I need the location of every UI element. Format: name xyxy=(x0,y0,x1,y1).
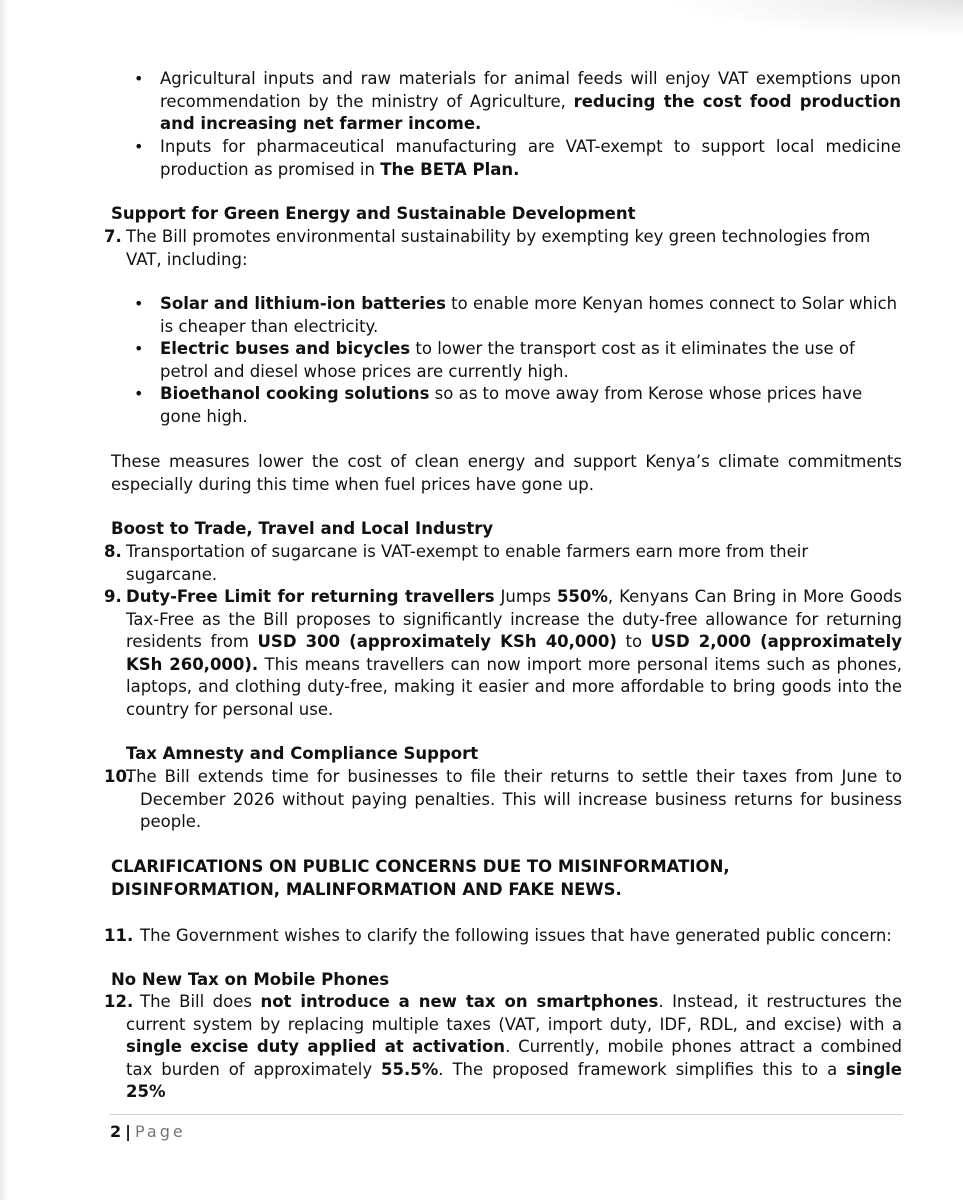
section-heading-green-energy: Support for Green Energy and Sustainable Development xyxy=(111,204,636,223)
page-label: Page xyxy=(134,1122,186,1141)
footer-divider xyxy=(110,1114,903,1115)
bullet-electric-buses: Electric buses and bicycles to lower the transport cost as it eliminates the use of petrol and diesel whose prices are currently high. xyxy=(160,339,855,381)
page-number: 2 xyxy=(110,1122,122,1141)
item-number-12: 12. xyxy=(104,992,134,1011)
footer-separator: | xyxy=(125,1122,131,1141)
item-11-text: The Government wishes to clarify the following issues that have generated public concern: xyxy=(140,926,892,945)
item-8-text: Transportation of sugarcane is VAT-exempt to enable farmers earn more from their sugarcane. xyxy=(126,542,809,584)
page-footer xyxy=(110,1122,186,1142)
green-summary-paragraph: These measures lower the cost of clean energy and support Kenya’s climate commitments especially during this time when fuel prices have gone up. xyxy=(111,452,902,494)
item-number-10: 10. xyxy=(104,767,134,786)
item-number-7: 7. xyxy=(104,227,122,246)
section-heading-trade: Boost to Trade, Travel and Local Industry xyxy=(111,519,494,538)
bullet-marker: • xyxy=(134,339,144,358)
bullet-marker: • xyxy=(134,384,144,403)
bullet-marker: • xyxy=(134,69,144,88)
bullet-marker: • xyxy=(134,137,144,156)
bullet-agricultural-inputs: Agricultural inputs and raw materials for animal feeds will enjoy VAT exemptions upon recommendation by the ministry of Agriculture, reducing the cost food production and increasing net farmer income. xyxy=(160,69,901,133)
item-12-text: The Bill does not introduce a new tax on smartphones. Instead, it restructures the current system by replacing multiple taxes (VAT, import duty, IDF, RDL, and excise) with a single excise duty applied at activation. Currently, mobile phones attract a combined tax burden of approximately 55.5%. The proposed framework simplifies this to a single 25% xyxy=(126,992,902,1101)
bullet-solar-batteries: Solar and lithium-ion batteries to enable more Kenyan homes connect to Solar which is cheaper than electricity. xyxy=(160,294,898,336)
bullet-bioethanol: Bioethanol cooking solutions so as to move away from Kerose whose prices have gone high. xyxy=(160,384,863,426)
section-heading-mobile-phones: No New Tax on Mobile Phones xyxy=(111,970,390,989)
item-number-11: 11. xyxy=(104,926,134,945)
item-7-text: The Bill promotes environmental sustainability by exempting key green technologies from VAT, including: xyxy=(126,227,871,269)
section-heading-tax-amnesty: Tax Amnesty and Compliance Support xyxy=(126,744,479,763)
section-heading-clarifications-line2: DISINFORMATION, MALINFORMATION AND FAKE NEWS. xyxy=(111,880,622,899)
item-9-text: Duty-Free Limit for returning travellers Jumps 550%, Kenyans Can Bring in More Goods Tax-Free as the Bill proposes to significantly increase the duty-free allowance for returning residents from USD 300 (approximately KSh 40,000) to USD 2,000 (approximately KSh 260,000). This means travellers can now import more personal items such as phones, laptops, and clothing duty-free, making it easier and more affordable to bring goods into the country for personal use. xyxy=(126,587,903,719)
section-heading-clarifications-line1: CLARIFICATIONS ON PUBLIC CONCERNS DUE TO MISINFORMATION, xyxy=(111,857,730,876)
item-number-8: 8. xyxy=(104,542,122,561)
bullet-pharmaceutical-inputs: Inputs for pharmaceutical manufacturing are VAT-exempt to support local medicine production as promised in The BETA Plan. xyxy=(160,137,901,179)
item-10-text: The Bill extends time for businesses to file their returns to settle their taxes from June to December 2026 without paying penalties. This will increase business returns for business people. xyxy=(126,767,902,831)
item-number-9: 9. xyxy=(104,587,122,606)
bullet-marker: • xyxy=(134,294,144,313)
